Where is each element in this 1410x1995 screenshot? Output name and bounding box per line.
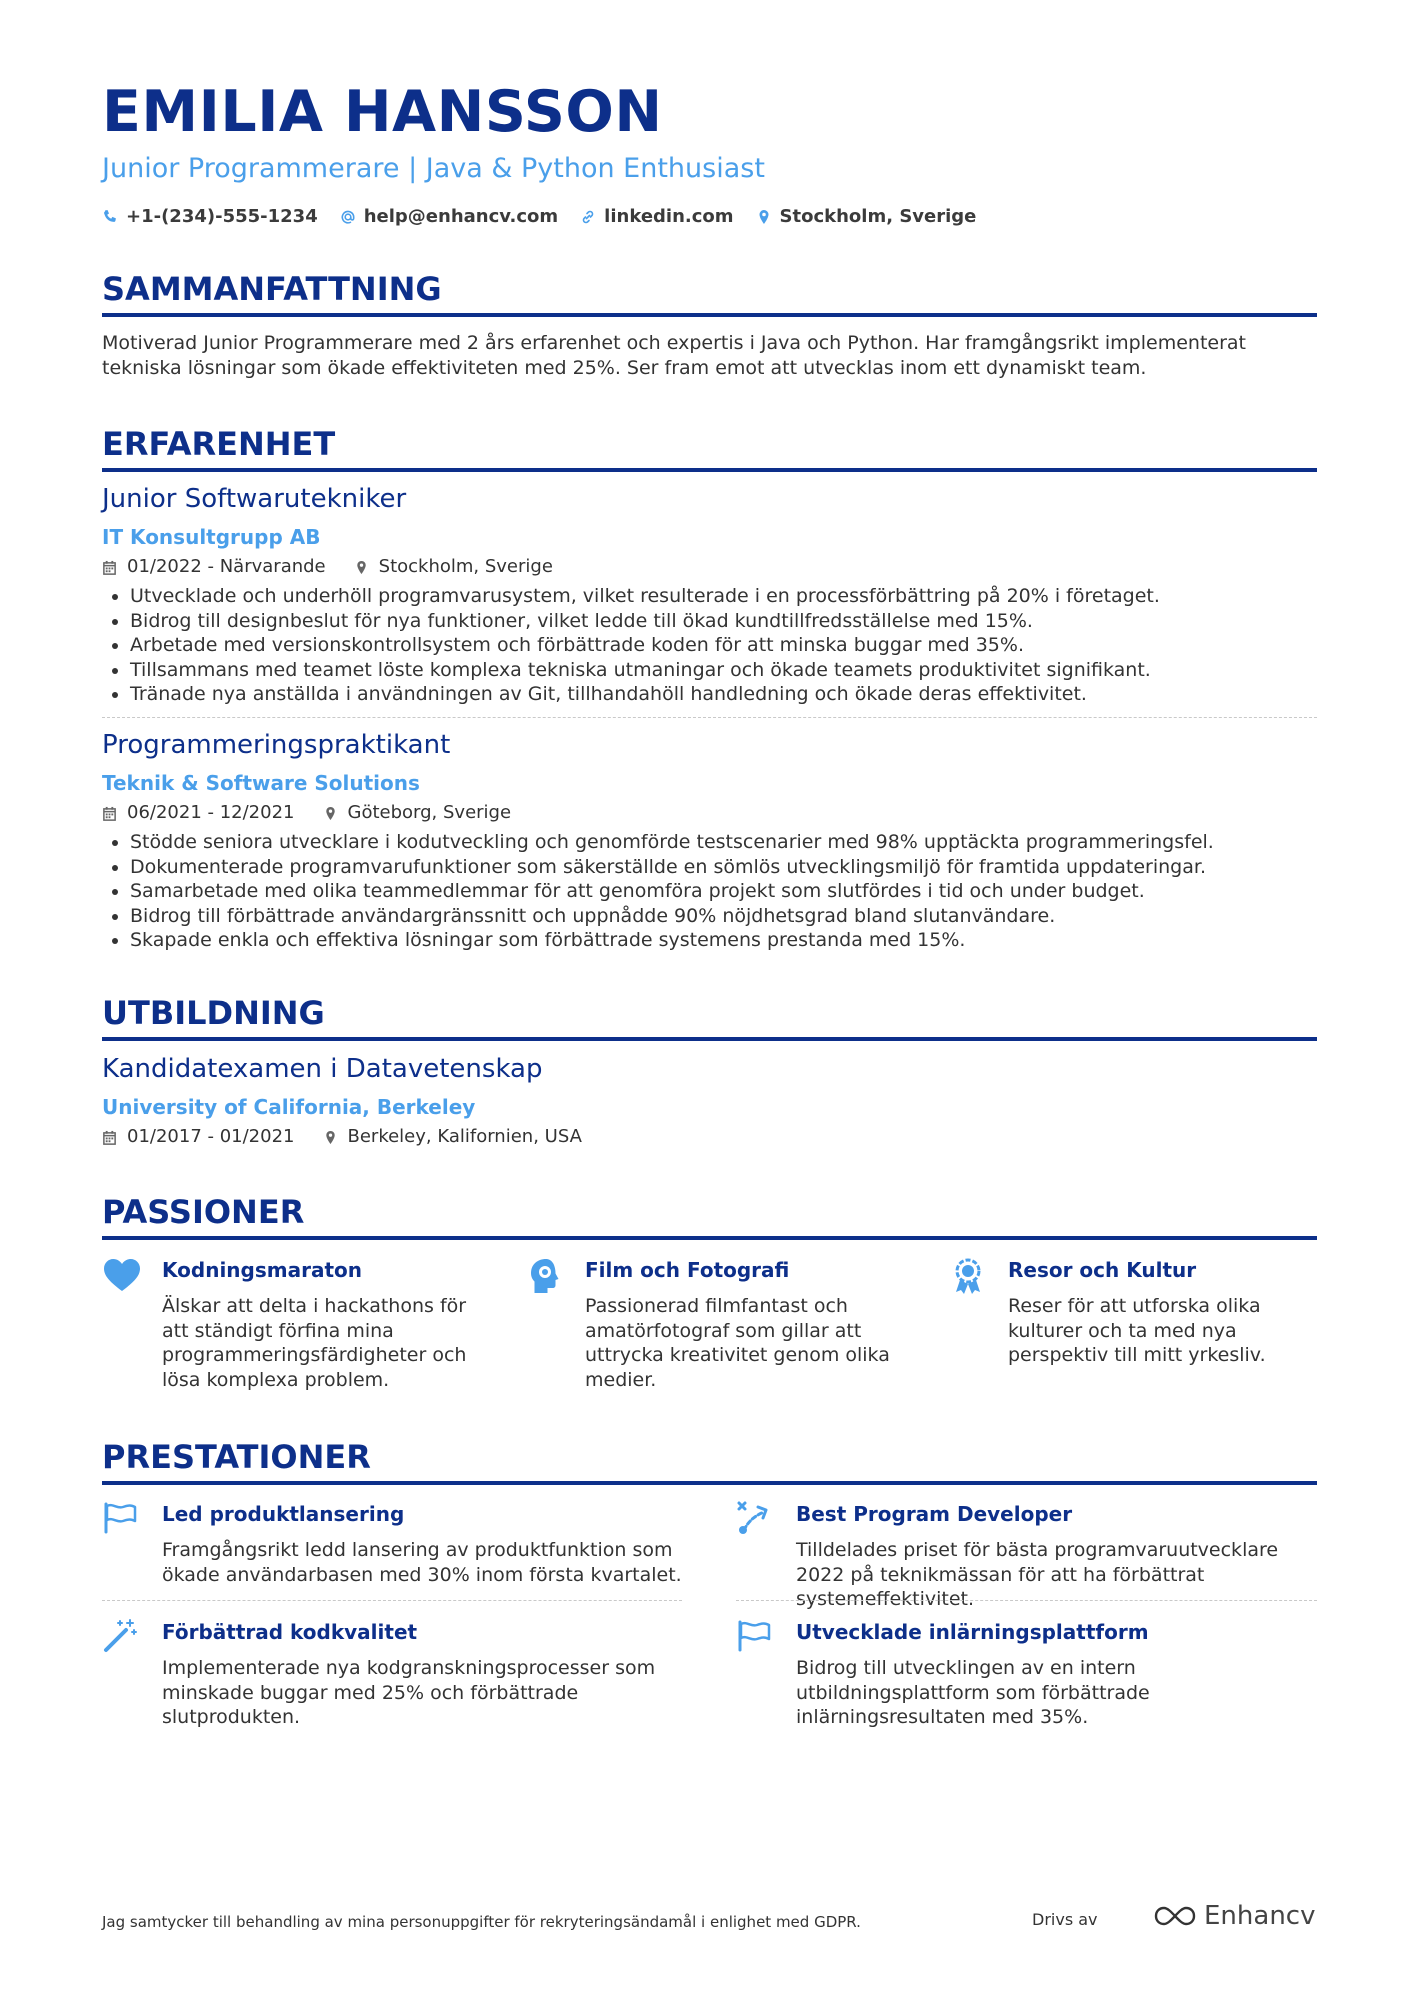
strategy-icon — [736, 1500, 772, 1536]
passion-title: Film och Fotografi — [585, 1258, 790, 1282]
job-2-dates — [102, 802, 295, 824]
passion-title: Kodningsmaraton — [162, 1258, 362, 1282]
list-item: • Utvecklade och underhöll programvarusystem, vilket resulterade i en processförbättring på 20% i företaget. — [130, 584, 1317, 609]
job-1-meta — [102, 556, 553, 578]
award-icon — [948, 1256, 988, 1296]
passions-heading: PASSIONER — [102, 1195, 1317, 1240]
contact-email[interactable] — [340, 205, 558, 229]
job-2-company: Teknik & Software Solutions — [102, 771, 420, 795]
phone-text: +1-(234)-555-1234 — [126, 206, 318, 227]
achievement-desc: Framgångsrikt ledd lansering av produktfunktion som ökade användarbasen med 30% inom första kvartalet. — [162, 1539, 682, 1586]
at-icon — [340, 209, 356, 225]
gdpr-consent: Jag samtycker till behandling av mina personuppgifter för rekryteringsändamål i enlighet med GDPR. — [102, 1913, 861, 1931]
summary-text: Motiverad Junior Programmerare med 2 års erfarenhet och expertis i Java och Python. Har framgångsrikt implementerat tekniska lösningar som ökade effektiviteten med 25%. Ser fram emot att utvecklas inom ett dynamiskt team. — [102, 332, 1246, 379]
divider — [102, 1600, 682, 1601]
passion-desc: Älskar att delta i hackathons för att ständigt förfina mina programmeringsfärdigheter och lösa komplexa problem. — [162, 1295, 467, 1391]
list-item: • Tränade nya anställda i användningen av Git, tillhandahöll handledning och ökade deras effektivitet. — [130, 682, 1317, 707]
job-2-location-text: Göteborg, Sverige — [347, 802, 512, 823]
achievement-title: Best Program Developer — [796, 1502, 1073, 1526]
job-2-bullets — [102, 830, 1317, 953]
divider — [102, 717, 1317, 718]
education-meta — [102, 1126, 582, 1148]
contact-location — [756, 205, 977, 229]
list-item: • Dokumenterade programvarufunktioner som säkerställde en sömlös utvecklingsmiljö för framtida uppdateringar. — [130, 855, 1317, 880]
achievement-title: Utvecklade inlärningsplattform — [796, 1620, 1149, 1644]
calendar-icon — [102, 806, 117, 821]
education-school: University of California, Berkeley — [102, 1095, 476, 1119]
job-1-role: Junior Softwarutekniker — [102, 484, 407, 514]
calendar-icon — [102, 560, 117, 575]
experience-heading: ERFARENHET — [102, 427, 1317, 472]
infinity-logo-icon — [1152, 1903, 1198, 1929]
education-location-text: Berkeley, Kalifornien, USA — [347, 1126, 582, 1147]
job-1-location-text: Stockholm, Sverige — [378, 556, 553, 577]
education-heading: UTBILDNING — [102, 996, 1317, 1041]
heart-icon — [102, 1256, 142, 1296]
job-2-dates-text: 06/2021 - 12/2021 — [127, 802, 295, 823]
location-pin-icon — [756, 209, 772, 225]
contact-linkedin[interactable] — [580, 205, 733, 229]
achievement-title: Led produktlansering — [162, 1502, 405, 1526]
phone-icon — [102, 209, 118, 225]
job-1-bullets — [102, 584, 1317, 707]
job-1-dates — [102, 556, 326, 578]
job-1-company: IT Konsultgrupp AB — [102, 525, 321, 549]
location-pin-icon — [323, 806, 338, 821]
location-pin-icon — [323, 1130, 338, 1145]
head-icon — [525, 1256, 565, 1296]
summary-heading: SAMMANFATTNING — [102, 272, 1317, 317]
job-1-dates-text: 01/2022 - Närvarande — [127, 556, 326, 577]
passion-title: Resor och Kultur — [1008, 1258, 1197, 1282]
location-text: Stockholm, Sverige — [779, 206, 977, 227]
education-dates-text: 01/2017 - 01/2021 — [127, 1126, 295, 1147]
list-item: • Tillsammans med teamet löste komplexa tekniska utmaningar och ökade teamets produktivitet signifikant. — [130, 658, 1317, 683]
candidate-headline: Junior Programmerare | Java & Python Enthusiast — [102, 153, 765, 184]
powered-by-label: Drivs av — [1032, 1910, 1098, 1929]
divider — [736, 1600, 1317, 1601]
link-icon — [580, 209, 596, 225]
magic-wand-icon — [102, 1618, 138, 1654]
calendar-icon — [102, 1130, 117, 1145]
achievement-desc: Tilldelades priset för bästa programvaruutvecklare 2022 på teknikmässan för att ha förbättrat systemeffektivitet. — [796, 1539, 1279, 1610]
flag-icon — [736, 1618, 772, 1654]
brand-name: Enhancv — [1204, 1901, 1316, 1931]
list-item: • Samarbetade med olika teammedlemmar för att genomföra projekt som slutfördes i tid och under budget. — [130, 879, 1317, 904]
flag-icon — [102, 1500, 138, 1536]
job-2-role: Programmeringspraktikant — [102, 730, 451, 760]
passion-desc: Reser för att utforska olika kulturer och ta med nya perspektiv till mitt yrkesliv. — [1008, 1295, 1266, 1366]
list-item: • Bidrog till förbättrade användargränssnitt och uppnådde 90% nöjdhetsgrad bland slutanvändare. — [130, 904, 1317, 929]
candidate-name: EMILIA HANSSON — [102, 79, 663, 145]
achievements-heading: PRESTATIONER — [102, 1440, 1317, 1485]
location-pin-icon — [354, 560, 369, 575]
education-dates — [102, 1126, 295, 1148]
education-location — [323, 1126, 582, 1148]
job-1-location — [354, 556, 553, 578]
achievement-title: Förbättrad kodkvalitet — [162, 1620, 418, 1644]
achievement-desc: Bidrog till utvecklingen av en intern utbildningsplattform som förbättrade inlärningsresultaten med 35%. — [796, 1657, 1150, 1728]
education-degree: Kandidatexamen i Datavetenskap — [102, 1054, 543, 1084]
job-2-meta — [102, 802, 511, 824]
list-item: • Skapade enkla och effektiva lösningar som förbättrade systemens prestanda med 15%. — [130, 928, 1317, 953]
list-item: • Bidrog till designbeslut för nya funktioner, vilket ledde till ökad kundtillfredsställelse med 15%. — [130, 609, 1317, 634]
passion-desc: Passionerad filmfantast och amatörfotograf som gillar att uttrycka kreativitet genom olika medier. — [585, 1295, 890, 1391]
contact-phone[interactable] — [102, 205, 318, 229]
contact-row — [102, 205, 976, 229]
email-text: help@enhancv.com — [363, 206, 559, 227]
list-item: • Arbetade med versionskontrollsystem och förbättrade koden för att minska buggar med 35%. — [130, 633, 1317, 658]
achievement-desc: Implementerade nya kodgranskningsprocesser som minskade buggar med 25% och förbättrade slutprodukten. — [162, 1657, 656, 1728]
linkedin-text: linkedin.com — [604, 206, 734, 227]
list-item: • Stödde seniora utvecklare i kodutveckling och genomförde testscenarier med 98% upptäckta programmeringsfel. — [130, 830, 1317, 855]
job-2-location — [323, 802, 512, 824]
brand-logo[interactable] — [1152, 1901, 1315, 1931]
